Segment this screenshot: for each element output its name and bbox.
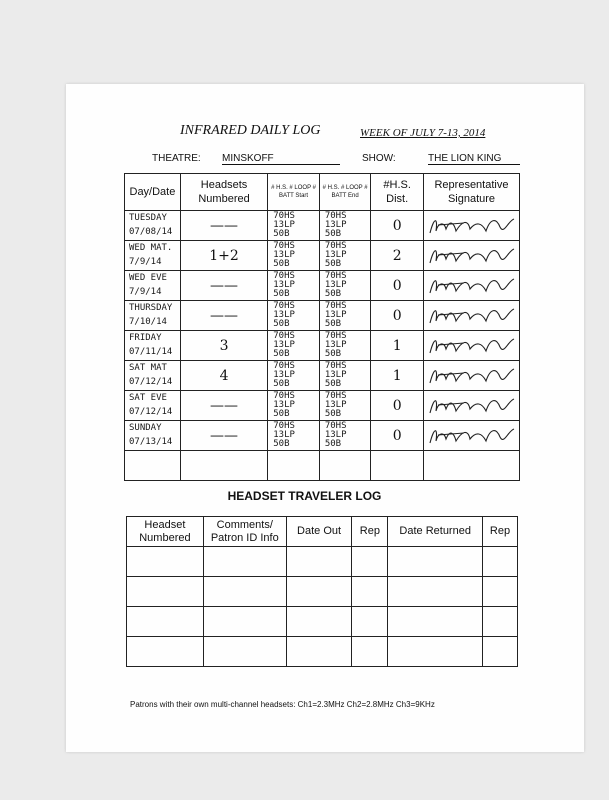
signature-cell[interactable]: [423, 241, 519, 271]
end-batt: 50B: [324, 289, 342, 299]
signature-cell[interactable]: [423, 271, 519, 301]
dist-cell[interactable]: 0: [371, 391, 424, 421]
day-text: TUESDAY: [129, 213, 167, 223]
traveler-cell[interactable]: [352, 577, 388, 607]
end-counts-cell[interactable]: [319, 301, 371, 331]
end-hs: 70HS: [324, 361, 347, 371]
end-loop: 13LP: [324, 400, 347, 410]
signature-scribble: [424, 331, 519, 360]
traveler-empty-row: [127, 547, 518, 577]
headsets-cell[interactable]: ——: [180, 301, 267, 331]
signature-cell[interactable]: [423, 211, 519, 241]
end-loop: 13LP: [324, 370, 347, 380]
traveler-cell[interactable]: [352, 547, 388, 577]
start-batt: 50B: [273, 289, 290, 299]
start-hs: 70HS: [273, 331, 295, 341]
traveler-log-table: [126, 516, 518, 667]
signature-cell[interactable]: [423, 421, 519, 451]
end-loop: 13LP: [324, 340, 347, 350]
week-label: WEEK OF JULY 7-13, 2014: [360, 127, 486, 139]
end-hs: 70HS: [324, 421, 347, 431]
traveler-empty-row: [127, 607, 518, 637]
start-counts-cell[interactable]: [268, 271, 320, 301]
start-hs: 70HS: [273, 211, 295, 221]
header-rep-signature: Representative Signature: [423, 174, 519, 211]
signature-cell[interactable]: [423, 361, 519, 391]
end-batt: 50B: [324, 439, 342, 449]
end-loop: 13LP: [324, 310, 347, 320]
traveler-cell[interactable]: [388, 577, 483, 607]
start-loop: 13LP: [273, 370, 295, 380]
end-batt: 50B: [324, 319, 342, 329]
start-counts-cell[interactable]: [268, 211, 320, 241]
start-hs: 70HS: [273, 361, 295, 371]
traveler-cell[interactable]: [127, 547, 204, 577]
traveler-cell[interactable]: [352, 607, 388, 637]
traveler-cell[interactable]: [388, 637, 483, 667]
start-batt: 50B: [273, 409, 290, 419]
start-loop: 13LP: [273, 280, 295, 290]
date-text: 07/12/14: [129, 407, 173, 417]
start-batt: 50B: [273, 379, 290, 389]
daily-row: [125, 421, 520, 451]
traveler-cell[interactable]: [203, 577, 286, 607]
traveler-cell[interactable]: [127, 577, 204, 607]
traveler-cell[interactable]: [286, 577, 352, 607]
start-counts-cell[interactable]: [268, 361, 320, 391]
day-text: WED EVE: [129, 273, 167, 283]
signature-scribble: [424, 361, 519, 390]
traveler-cell[interactable]: [127, 637, 204, 667]
end-hs: 70HS: [324, 211, 347, 221]
start-batt: 50B: [273, 349, 290, 359]
start-loop: 13LP: [273, 310, 295, 320]
day-text: THURSDAY: [129, 303, 173, 313]
day-date-cell[interactable]: [125, 331, 181, 361]
dist-cell[interactable]: 0: [371, 301, 424, 331]
end-hs: 70HS: [324, 391, 347, 401]
start-counts-cell[interactable]: [268, 241, 320, 271]
start-counts-cell[interactable]: [268, 331, 320, 361]
header-end-counts: # H.S. # LOOP # BATT End: [319, 174, 371, 211]
dist-cell[interactable]: 0: [371, 271, 424, 301]
start-batt: 50B: [273, 259, 290, 269]
trav-header-rep-2: Rep: [483, 517, 518, 547]
daily-log-table: [124, 173, 520, 481]
headsets-cell[interactable]: 4: [180, 361, 267, 391]
signature-cell[interactable]: [423, 391, 519, 421]
start-hs: 70HS: [273, 271, 295, 281]
traveler-cell[interactable]: [388, 607, 483, 637]
end-counts-cell[interactable]: [319, 391, 371, 421]
start-counts-cell[interactable]: [268, 391, 320, 421]
traveler-cell[interactable]: [388, 547, 483, 577]
date-text: 7/10/14: [129, 317, 167, 327]
date-text: 07/08/14: [129, 227, 173, 237]
end-counts-cell[interactable]: [319, 421, 371, 451]
signature-scribble: [424, 271, 519, 300]
day-text: WED MAT.: [129, 243, 173, 253]
trav-header-date-out: Date Out: [286, 517, 352, 547]
signature-scribble: [424, 421, 519, 450]
end-hs: 70HS: [324, 301, 347, 311]
daily-row: [125, 301, 520, 331]
daily-row: [125, 391, 520, 421]
trav-header-date-returned: Date Returned: [388, 517, 483, 547]
headsets-cell[interactable]: ——: [180, 271, 267, 301]
signature-scribble: [424, 301, 519, 330]
day-date-cell[interactable]: [125, 391, 181, 421]
day-text: FRIDAY: [129, 333, 162, 343]
traveler-cell[interactable]: [483, 577, 518, 607]
show-value: THE LION KING: [428, 153, 520, 165]
trav-header-headset: Headset Numbered: [127, 517, 204, 547]
traveler-cell[interactable]: [203, 547, 286, 577]
header-day-date: Day/Date: [125, 174, 181, 211]
daily-row: [125, 361, 520, 391]
signature-scribble: [424, 241, 519, 270]
traveler-log-title: HEADSET TRAVELER LOG: [227, 489, 382, 503]
end-hs: 70HS: [324, 241, 347, 251]
end-counts-cell[interactable]: [319, 271, 371, 301]
start-loop: 13LP: [273, 250, 295, 260]
headsets-cell[interactable]: 1+2: [180, 241, 267, 271]
day-text: SAT MAT: [129, 363, 167, 373]
end-batt: 50B: [324, 409, 342, 419]
daily-header-row: [125, 174, 520, 211]
headsets-cell[interactable]: ——: [180, 391, 267, 421]
traveler-cell[interactable]: [352, 637, 388, 667]
header-start-counts: # H.S. # LOOP # BATT Start: [268, 174, 320, 211]
start-batt: 50B: [273, 319, 290, 329]
traveler-cell[interactable]: [286, 547, 352, 577]
end-loop: 13LP: [324, 430, 347, 440]
dist-cell[interactable]: 1: [371, 331, 424, 361]
end-hs: 70HS: [324, 271, 347, 281]
date-text: 07/12/14: [129, 377, 173, 387]
end-loop: 13LP: [324, 250, 347, 260]
start-hs: 70HS: [273, 421, 295, 431]
date-text: 7/9/14: [129, 257, 162, 267]
daily-row: [125, 331, 520, 361]
end-counts-cell[interactable]: [319, 331, 371, 361]
day-date-cell[interactable]: [125, 211, 181, 241]
date-text: 07/11/14: [129, 347, 173, 357]
day-date-cell[interactable]: [125, 301, 181, 331]
day-date-cell[interactable]: [125, 241, 181, 271]
daily-row: [125, 271, 520, 301]
end-counts-cell[interactable]: [319, 211, 371, 241]
start-loop: 13LP: [273, 340, 295, 350]
headsets-cell[interactable]: 3: [180, 331, 267, 361]
dist-cell[interactable]: 0: [371, 211, 424, 241]
traveler-cell[interactable]: [203, 637, 286, 667]
show-label: SHOW:: [362, 153, 396, 164]
header-hs-dist: #H.S. Dist.: [371, 174, 424, 211]
daily-empty-row: [125, 451, 520, 481]
traveler-cell[interactable]: [286, 637, 352, 667]
day-text: SAT EVE: [129, 393, 167, 403]
date-text: 07/13/14: [129, 437, 173, 447]
date-text: 7/9/14: [129, 287, 162, 297]
end-loop: 13LP: [324, 280, 347, 290]
start-hs: 70HS: [273, 301, 295, 311]
headsets-cell[interactable]: ——: [180, 211, 267, 241]
daily-row: [125, 241, 520, 271]
day-date-cell[interactable]: [125, 421, 181, 451]
signature-cell[interactable]: [423, 301, 519, 331]
end-batt: 50B: [324, 379, 342, 389]
signature-cell[interactable]: [423, 331, 519, 361]
traveler-cell[interactable]: [483, 547, 518, 577]
traveler-cell[interactable]: [203, 607, 286, 637]
end-counts-cell[interactable]: [319, 361, 371, 391]
signature-scribble: [424, 211, 519, 240]
theatre-label: THEATRE:: [152, 153, 201, 164]
start-counts-cell[interactable]: [268, 421, 320, 451]
header-headsets-numbered: Headsets Numbered: [180, 174, 267, 211]
traveler-empty-row: [127, 577, 518, 607]
signature-scribble: [424, 391, 519, 420]
dist-cell[interactable]: 0: [371, 421, 424, 451]
footer-note: Patrons with their own multi-channel headsets: Ch1=2.3MHz Ch2=2.8MHz Ch3=9KHz: [130, 700, 435, 709]
daily-row: [125, 211, 520, 241]
start-counts-cell[interactable]: [268, 301, 320, 331]
trav-header-rep: Rep: [352, 517, 388, 547]
start-batt: 50B: [273, 229, 290, 239]
day-date-cell[interactable]: [125, 361, 181, 391]
start-loop: 13LP: [273, 430, 295, 440]
start-loop: 13LP: [273, 220, 295, 230]
form-title: INFRARED DAILY LOG: [180, 123, 321, 138]
end-hs: 70HS: [324, 331, 347, 341]
dist-cell[interactable]: 2: [371, 241, 424, 271]
start-hs: 70HS: [273, 241, 295, 251]
start-loop: 13LP: [273, 400, 295, 410]
end-loop: 13LP: [324, 220, 347, 230]
headsets-cell[interactable]: ——: [180, 421, 267, 451]
traveler-cell[interactable]: [483, 607, 518, 637]
dist-cell[interactable]: 1: [371, 361, 424, 391]
start-batt: 50B: [273, 439, 290, 449]
start-hs: 70HS: [273, 391, 295, 401]
day-text: SUNDAY: [129, 423, 162, 433]
traveler-cell[interactable]: [483, 637, 518, 667]
end-batt: 50B: [324, 349, 342, 359]
end-batt: 50B: [324, 229, 342, 239]
trav-header-comments: Comments/ Patron ID Info: [203, 517, 286, 547]
traveler-header-row: [127, 517, 518, 547]
end-counts-cell[interactable]: [319, 241, 371, 271]
traveler-empty-row: [127, 637, 518, 667]
theatre-value: MINSKOFF: [222, 153, 340, 165]
end-batt: 50B: [324, 259, 342, 269]
traveler-cell[interactable]: [127, 607, 204, 637]
day-date-cell[interactable]: [125, 271, 181, 301]
traveler-cell[interactable]: [286, 607, 352, 637]
